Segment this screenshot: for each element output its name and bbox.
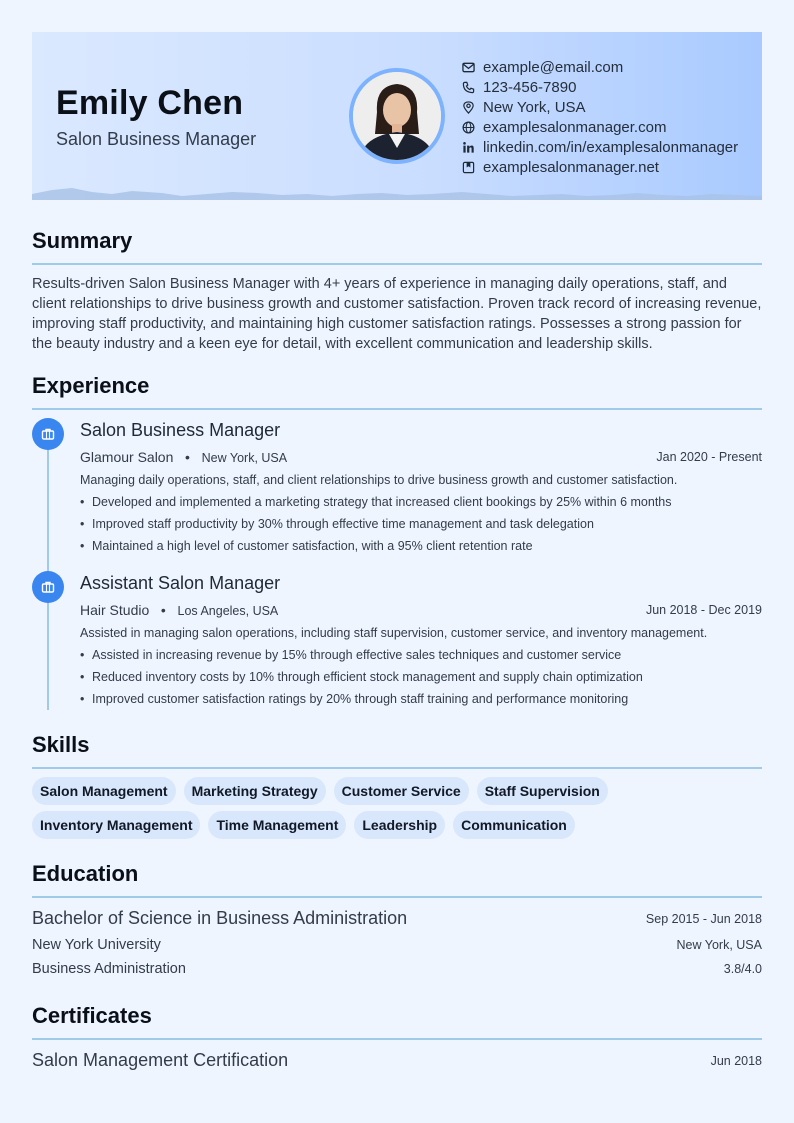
skill-chip: Communication — [453, 811, 575, 839]
contact-email-text: example@email.com — [483, 58, 624, 76]
skill-chip: Customer Service — [334, 777, 469, 805]
job-1-company-line — [80, 449, 287, 465]
job-2-company: Hair Studio — [80, 602, 150, 618]
job-2-bullet-1-text: Assisted in increasing revenue by 15% through effective sales techniques and customer service — [92, 648, 622, 662]
summary-text: Results-driven Salon Business Manager with 4+ years of experience in managing daily operations, staff, and client relationships to drive business growth and customer satisfaction. Proven track record of increasing revenue, improving staff productivity, and maintaining high customer satisfaction ratings. Possesses a strong passion for the beauty industry and a keen eye for detail, with excellent communication and leadership skills. — [32, 276, 762, 352]
contact-location-text: New York, USA — [483, 98, 586, 116]
job-1-company: Glamour Salon — [80, 449, 174, 465]
education-gpa: 3.8/4.0 — [723, 962, 762, 976]
job-1-bullet-1-text: Developed and implemented a marketing strategy that increased client bookings by 25% within 6 months — [92, 495, 672, 509]
job-2-bullet-2: • Reduced inventory costs by 10% through efficient stock management and supply chain optimization — [80, 670, 643, 684]
summary-heading: Summary — [32, 228, 133, 253]
separator-dot: • — [177, 449, 198, 465]
skill-chip: Inventory Management — [32, 811, 200, 839]
certificates-divider — [32, 1038, 762, 1040]
briefcase-icon — [41, 427, 55, 441]
certificate-name: Salon Management Certification — [32, 1050, 289, 1070]
bookmark-icon — [462, 161, 475, 174]
skill-chip: Time Management — [208, 811, 346, 839]
contact-email[interactable] — [462, 57, 738, 77]
contact-linkedin[interactable] — [462, 137, 738, 157]
contact-location — [462, 97, 738, 117]
candidate-role: Salon Business Manager — [56, 129, 257, 149]
education-degree: Bachelor of Science in Business Administration — [32, 908, 408, 928]
location-pin-icon — [462, 101, 475, 114]
contact-portfolio[interactable] — [462, 157, 738, 177]
certificate-date: Jun 2018 — [710, 1054, 762, 1068]
skills-list — [32, 777, 762, 839]
experience-divider — [32, 408, 762, 410]
certificates-heading: Certificates — [32, 1003, 152, 1028]
summary-divider — [32, 263, 762, 265]
header-wave-decoration — [32, 184, 762, 200]
job-2-bullet-2-text: Reduced inventory costs by 10% through efficient stock management and supply chain optimization — [92, 670, 643, 684]
job-2-description: Assisted in managing salon operations, including staff supervision, customer service, and inventory management. — [80, 626, 708, 640]
job-1-bullet-2-text: Improved staff productivity by 30% through effective time management and task delegation — [92, 517, 594, 531]
contact-list — [462, 57, 738, 177]
education-divider — [32, 896, 762, 898]
job-1-title: Salon Business Manager — [80, 420, 281, 440]
contact-portfolio-text: examplesalonmanager.net — [483, 158, 659, 176]
skill-chip: Staff Supervision — [477, 777, 608, 805]
job-2-company-line — [80, 602, 278, 618]
job-1-date: Jan 2020 - Present — [656, 450, 762, 464]
separator-dot: • — [153, 602, 174, 618]
job-2-bullet-1: • Assisted in increasing revenue by 15% through effective sales techniques and customer service — [80, 648, 622, 662]
skills-divider — [32, 767, 762, 769]
education-date: Sep 2015 - Jun 2018 — [645, 912, 762, 926]
job-2-bullet-3-text: Improved customer satisfaction ratings by 20% through staff training and performance monitoring — [92, 692, 629, 706]
job-1-bullet-1: • Developed and implemented a marketing strategy that increased client bookings by 25% within 6 months — [80, 495, 672, 509]
education-field: Business Administration — [32, 961, 186, 977]
profile-photo-illustration — [353, 72, 441, 160]
email-icon — [462, 61, 475, 74]
contact-phone[interactable] — [462, 77, 738, 97]
skill-chip: Leadership — [354, 811, 445, 839]
job-2-date: Jun 2018 - Dec 2019 — [645, 603, 762, 617]
job-2-location: Los Angeles, USA — [177, 604, 279, 618]
job-1-location: New York, USA — [201, 451, 288, 465]
profile-photo — [349, 68, 445, 164]
skill-chip: Salon Management — [32, 777, 176, 805]
education-school: New York University — [32, 937, 161, 953]
job-2-briefcase-badge — [32, 571, 64, 603]
job-1-bullet-3-text: Maintained a high level of customer satisfaction, with a 95% client retention rate — [92, 539, 533, 553]
education-location: New York, USA — [676, 938, 762, 952]
job-1-bullet-3: • Maintained a high level of customer satisfaction, with a 95% client retention rate — [80, 539, 533, 553]
job-2-bullet-3: • Improved customer satisfaction ratings by 20% through staff training and performance monitoring — [80, 692, 629, 706]
job-1-briefcase-badge — [32, 418, 64, 450]
contact-website-text: examplesalonmanager.com — [483, 118, 667, 136]
resume-header — [32, 32, 762, 200]
job-1-description: Managing daily operations, staff, and client relationships to drive business growth and customer satisfaction. — [80, 473, 678, 487]
contact-website[interactable] — [462, 117, 738, 137]
briefcase-icon — [41, 580, 55, 594]
job-1-bullet-2: • Improved staff productivity by 30% through effective time management and task delegation — [80, 517, 594, 531]
experience-heading: Experience — [32, 373, 150, 398]
candidate-name: Emily Chen — [56, 84, 244, 122]
skills-heading: Skills — [32, 732, 90, 757]
globe-icon — [462, 121, 475, 134]
linkedin-icon — [462, 141, 475, 154]
phone-icon — [462, 81, 475, 94]
experience-timeline — [47, 420, 49, 710]
job-2-title: Assistant Salon Manager — [80, 573, 281, 593]
contact-phone-text: 123-456-7890 — [483, 78, 577, 96]
education-heading: Education — [32, 861, 139, 886]
contact-linkedin-text: linkedin.com/in/examplesalonmanager — [483, 138, 739, 156]
skill-chip: Marketing Strategy — [184, 777, 326, 805]
